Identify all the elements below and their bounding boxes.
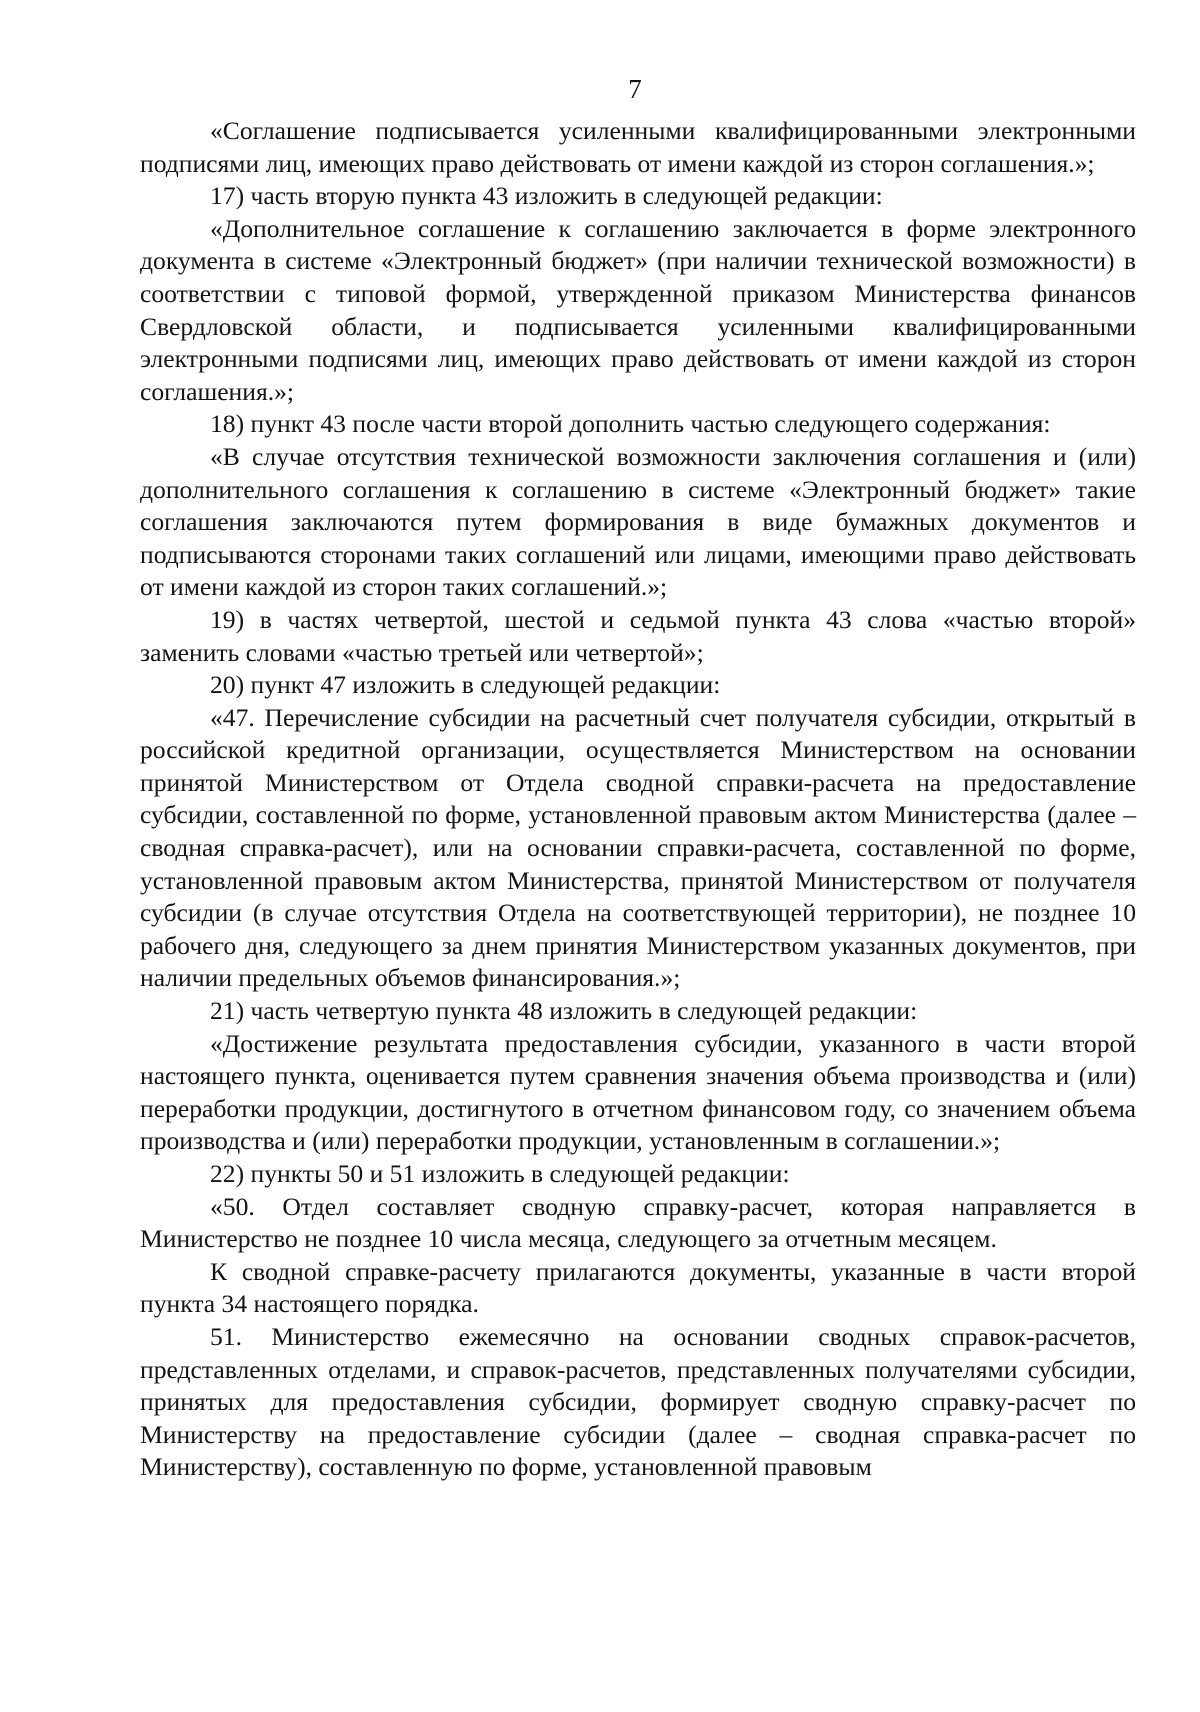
paragraph: «Дополнительное соглашение к соглашению заключается в форме электронного документа в системе «Электронный бюджет» (при наличии технической возможности) в соответствии с типовой формой, утвержденной приказом Министерства финансов Свердловской области, и подписывается усиленными квалифицированными электронными подписями лиц, имеющих право действовать от имени каждой из сторон соглашения.»; [140,213,1136,406]
paragraph: «50. Отдел составляет сводную справку-расчет, которая направляется в Министерство не позднее 10 числа месяца, следующего за отчетным месяцем. [140,1191,1136,1254]
page-number: 7 [628,74,642,104]
document-body [140,115,1136,1484]
paragraph: К сводной справке-расчету прилагаются документы, указанные в части второй пункта 34 настоящего порядка. [140,1256,1136,1319]
paragraph: 19) в частях четвертой, шестой и седьмой пункта 43 слова «частью второй» заменить словами «частью третьей или четвертой»; [140,604,1136,667]
paragraph: 20) пункт 47 изложить в следующей редакции: [210,670,721,700]
paragraph: 17) часть вторую пункта 43 изложить в следующей редакции: [210,181,883,211]
paragraph: «Достижение результата предоставления субсидии, указанного в части второй настоящего пункта, оценивается путем сравнения значения объема производства и (или) переработки продукции, достигнутого в отчетном финансовом году, со значением объема производства и (или) переработки продукции, установленным в соглашении.»; [140,1028,1136,1156]
paragraph: «Соглашение подписывается усиленными квалифицированными электронными подписями лиц, имеющих право действовать от имени каждой из сторон соглашения.»; [140,116,1136,178]
paragraph: «47. Перечисление субсидии на расчетный счет получателя субсидии, открытый в российской кредитной организации, осуществляется Министерством на основании принятой Министерством от Отдела сводной справки-расчета на предоставление субсидии, составленной по форме, установленной правовым актом Министерства (далее – сводная справка-расчет), или на основании справки-расчета, составленной по форме, установленной правовым актом Министерства, принятой Министерством от получателя субсидии (в случае отсутствия Отдела на соответствующей территории), не позднее 10 рабочего дня, следующего за днем принятия Министерством указанных документов, при наличии предельных объемов финансирования.»; [140,702,1136,993]
paragraph: «В случае отсутствия технической возможности заключения соглашения и (или) дополнительного соглашения к соглашению в системе «Электронный бюджет» такие соглашения заключаются путем формирования в виде бумажных документов и подписываются сторонами таких соглашений или лицами, имеющими право действовать от имени каждой из сторон таких соглашений.»; [140,441,1136,602]
paragraph: 51. Министерство ежемесячно на основании сводных справок-расчетов, представленных отделами, и справок-расчетов, представленных получателями субсидии, принятых для предоставления субсидии, формирует сводную справку-расчет по Министерству на предоставление субсидии (далее – сводная справка-расчет по Министерству), составленную по форме, установленной правовым [140,1321,1136,1482]
paragraph: 18) пункт 43 после части второй дополнить частью следующего содержания: [210,409,1051,439]
paragraph: 21) часть четвертую пункта 48 изложить в следующей редакции: [210,996,918,1026]
paragraph: 22) пункты 50 и 51 изложить в следующей редакции: [210,1159,790,1188]
